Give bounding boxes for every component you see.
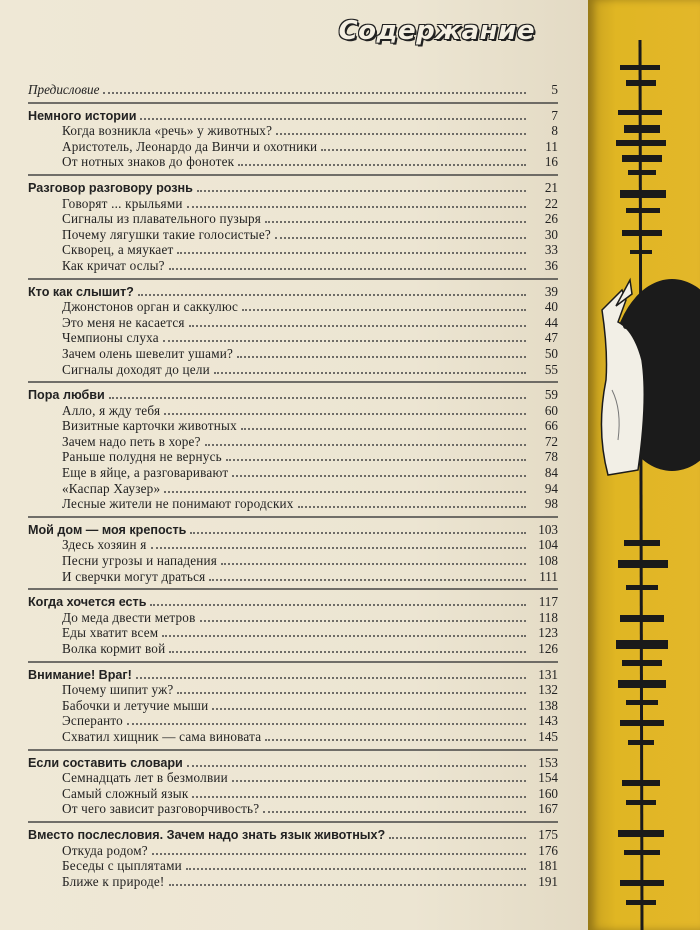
chapter-entry — [28, 522, 558, 538]
dot-leader — [298, 506, 526, 508]
dot-leader — [164, 413, 526, 415]
subchapter-entry-page-number: 176 — [538, 842, 558, 858]
subchapter-entry-label: Как кричат ослы? — [62, 257, 165, 273]
subchapter-entry-page-number: 118 — [538, 609, 558, 625]
subchapter-entry-page-number: 50 — [544, 345, 558, 361]
chapter-entry-page-number: 103 — [538, 521, 558, 537]
subchapter-entry-page-number: 143 — [538, 713, 558, 729]
subchapter-entry-page-number: 126 — [538, 641, 558, 656]
dot-leader — [205, 444, 526, 446]
subchapter-entry — [28, 242, 558, 258]
dot-leader — [140, 118, 526, 120]
subchapter-entry-label: Лесные жители не понимают городских — [62, 496, 294, 512]
subchapter-entry-page-number: 22 — [544, 195, 558, 211]
subchapter-entry — [28, 770, 558, 786]
subchapter-entry-page-number: 36 — [544, 257, 558, 273]
subchapter-entry-label: Аристотель, Леонардо да Винчи и охотники — [62, 138, 318, 154]
chapter-entry-label: Когда хочется есть — [28, 595, 147, 610]
subchapter-entry-page-number: 145 — [538, 728, 558, 744]
dot-leader — [232, 475, 526, 477]
chapter-entry — [28, 180, 558, 196]
subchapter-entry — [28, 682, 558, 698]
subchapter-entry — [28, 698, 558, 714]
section-divider — [28, 661, 558, 663]
dot-leader — [164, 491, 526, 493]
subchapter-entry — [28, 713, 558, 729]
subchapter-entry-page-number: 132 — [538, 682, 558, 698]
chapter-entry-label: Внимание! Враг! — [28, 667, 132, 682]
subchapter-entry — [28, 196, 558, 212]
chapter-entry-page-number: 131 — [538, 666, 558, 682]
chapter-entry-label: Пора любви — [28, 388, 105, 403]
dot-leader — [389, 837, 526, 839]
subchapter-entry-label: Визитные карточки животных — [62, 418, 237, 434]
subchapter-entry-label: «Каспар Хаузер» — [62, 480, 161, 496]
subchapter-entry-page-number: 66 — [544, 418, 558, 434]
chapter-entry-page-number: 153 — [538, 754, 558, 770]
dot-leader — [197, 190, 526, 192]
chapter-entry-label: Немного истории — [28, 108, 137, 123]
subchapter-entry-page-number: 40 — [544, 299, 558, 315]
dot-leader — [136, 677, 526, 679]
subchapter-entry — [28, 362, 558, 378]
subchapter-entry-label: Говорят ... крыльями — [62, 195, 183, 211]
subchapter-entry-label: Откуда родом? — [62, 842, 148, 858]
sound-wire-illustration — [600, 40, 680, 930]
dot-leader — [103, 92, 526, 94]
subchapter-entry-page-number: 111 — [539, 568, 558, 584]
subchapter-entry-label: От нотных знаков до фонотек — [62, 154, 235, 170]
dot-leader — [275, 237, 526, 239]
chapter-entry-page-number: 7 — [551, 107, 558, 123]
subchapter-entry — [28, 465, 558, 481]
dot-leader — [265, 221, 526, 223]
subchapter-entry-page-number: 167 — [538, 801, 558, 817]
dot-leader — [186, 868, 526, 870]
subchapter-entry — [28, 258, 558, 274]
contents-heading-container — [338, 14, 545, 52]
dot-leader — [263, 811, 526, 813]
chapter-entry — [28, 755, 558, 771]
chapter-entry — [28, 108, 558, 124]
section-divider — [28, 381, 558, 383]
chapter-entry — [28, 387, 558, 403]
subchapter-entry — [28, 346, 558, 362]
chapter-entry-page-number: 117 — [538, 594, 558, 610]
dot-leader — [152, 853, 526, 855]
dot-leader — [242, 309, 526, 311]
subchapter-entry — [28, 610, 558, 626]
subchapter-entry-page-number: 60 — [544, 402, 558, 418]
subchapter-entry-page-number: 44 — [544, 314, 558, 330]
dot-leader — [212, 708, 526, 710]
subchapter-entry-page-number: 11 — [545, 138, 558, 154]
subchapter-entry-page-number: 191 — [538, 873, 558, 889]
dot-leader — [238, 164, 526, 166]
subchapter-entry — [28, 211, 558, 227]
dot-leader — [169, 268, 526, 270]
subchapter-entry-label: Когда возникла «речь» у животных? — [62, 123, 273, 139]
dot-leader — [221, 563, 526, 565]
subchapter-entry-label: Бабочки и летучие мыши — [62, 697, 209, 713]
chapter-entry-page-number: 59 — [544, 387, 558, 403]
section-divider — [28, 516, 558, 518]
subchapter-entry-label: Зачем олень шевелит ушами? — [62, 345, 234, 361]
dot-leader — [192, 796, 526, 798]
chapter-entry-page-number: 175 — [538, 826, 558, 842]
dot-leader — [187, 765, 526, 767]
subchapter-entry — [28, 418, 558, 434]
bird-illustration — [582, 270, 700, 480]
subchapter-entry-page-number: 123 — [538, 625, 558, 641]
dot-leader — [232, 780, 526, 782]
subchapter-entry — [28, 123, 558, 139]
subchapter-entry-page-number: 104 — [538, 537, 558, 553]
subchapter-entry-label: Беседы с цыплятами — [62, 858, 182, 874]
chapter-entry — [28, 284, 558, 300]
subchapter-entry — [28, 874, 558, 890]
subchapter-entry — [28, 858, 558, 874]
chapter-entry — [28, 594, 558, 610]
subchapter-entry-label: Волка кормит вой — [62, 641, 166, 656]
subchapter-entry — [28, 299, 558, 315]
subchapter-entry — [28, 403, 558, 419]
chapter-entry-page-number: 39 — [544, 283, 558, 299]
subchapter-entry-label: До меда двести метров — [62, 609, 196, 625]
chapter-entry-label: Разговор разговору рознь — [28, 180, 193, 195]
subchapter-entry-page-number: 8 — [551, 123, 558, 139]
section-divider — [28, 588, 558, 590]
subchapter-entry-label: Чемпионы слуха — [62, 330, 159, 346]
dot-leader — [177, 692, 526, 694]
dot-leader — [169, 651, 526, 653]
subchapter-entry-label: Это меня не касается — [62, 314, 185, 330]
dot-leader — [241, 428, 526, 430]
dot-leader — [177, 252, 526, 254]
subchapter-entry — [28, 729, 558, 745]
dot-leader — [151, 547, 526, 549]
subchapter-entry-label: И сверчки могут драться — [62, 568, 206, 584]
subchapter-entry-label: Сигналы из плавательного пузыря — [62, 211, 262, 227]
chapter-entry-label: Если составить словари — [28, 755, 183, 770]
table-of-contents — [28, 82, 558, 889]
subchapter-entry-page-number: 26 — [544, 211, 558, 227]
subchapter-entry — [28, 496, 558, 512]
subchapter-entry-page-number: 138 — [538, 697, 558, 713]
subchapter-entry-page-number: 78 — [544, 449, 558, 465]
subchapter-entry-label: Еды хватит всем — [62, 625, 159, 641]
subchapter-entry — [28, 481, 558, 497]
subchapter-entry-page-number: 154 — [538, 770, 558, 786]
subchapter-entry — [28, 801, 558, 817]
dot-leader — [189, 325, 526, 327]
section-divider — [28, 102, 558, 104]
dot-leader — [127, 723, 526, 725]
preface-entry-page-number: 5 — [551, 82, 558, 97]
subchapter-entry-label: Здесь хозяин я — [62, 537, 147, 553]
subchapter-entry-label: Скворец, а мяукает — [62, 242, 174, 258]
section-divider — [28, 278, 558, 280]
subchapter-entry-label: Семнадцать лет в безмолвии — [62, 770, 228, 786]
dot-leader — [200, 620, 526, 622]
subchapter-entry-label: Схватил хищник — сама виновата — [62, 728, 262, 744]
chapter-entry-page-number: 21 — [544, 179, 558, 195]
subchapter-entry — [28, 449, 558, 465]
subchapter-entry-label: Зачем надо петь в хоре? — [62, 433, 201, 449]
subchapter-entry-page-number: 181 — [538, 858, 558, 874]
dot-leader — [138, 294, 526, 296]
preface-entry — [28, 82, 558, 98]
subchapter-entry — [28, 843, 558, 859]
subchapter-entry-page-number: 72 — [544, 433, 558, 449]
subchapter-entry — [28, 641, 558, 657]
dot-leader — [276, 133, 526, 135]
preface-entry-label: Предисловие — [28, 82, 100, 97]
chapter-entry — [28, 667, 558, 683]
dot-leader — [150, 604, 526, 606]
subchapter-entry — [28, 434, 558, 450]
subchapter-entry-label: Ближе к природе! — [62, 873, 165, 889]
dot-leader — [109, 397, 526, 399]
dot-leader — [209, 579, 526, 581]
subchapter-entry-page-number: 108 — [538, 553, 558, 569]
subchapter-entry-label: Эсперанто — [62, 713, 123, 729]
subchapter-entry — [28, 625, 558, 641]
subchapter-entry-page-number: 16 — [544, 154, 558, 170]
subchapter-entry-label: Джонстонов орган и саккулюс — [62, 299, 238, 315]
subchapter-entry-page-number: 160 — [538, 785, 558, 801]
subchapter-entry-page-number: 30 — [544, 226, 558, 242]
subchapter-entry — [28, 553, 558, 569]
subchapter-entry-label: Песни угрозы и нападения — [62, 553, 218, 569]
subchapter-entry-label: Сигналы доходят до цели — [62, 361, 210, 377]
subchapter-entry-page-number: 94 — [544, 480, 558, 496]
subchapter-entry — [28, 139, 558, 155]
subchapter-entry — [28, 227, 558, 243]
dot-leader — [190, 532, 526, 534]
subchapter-entry-label: Почему лягушки такие голосистые? — [62, 226, 271, 242]
subchapter-entry — [28, 537, 558, 553]
dot-leader — [187, 206, 526, 208]
subchapter-entry-page-number: 33 — [544, 242, 558, 258]
subchapter-entry-label: Еще в яйце, а разговаривают — [62, 465, 229, 481]
dot-leader — [214, 372, 526, 374]
subchapter-entry-label: Почему шипит уж? — [62, 682, 174, 698]
subchapter-entry — [28, 786, 558, 802]
subchapter-entry — [28, 330, 558, 346]
section-divider — [28, 749, 558, 751]
dot-leader — [226, 459, 526, 461]
subchapter-entry-label: Алло, я жду тебя — [62, 402, 161, 418]
subchapter-entry-page-number: 47 — [544, 330, 558, 346]
chapter-entry — [28, 827, 558, 843]
subchapter-entry-label: Раньше полудня не вернусь — [62, 449, 222, 465]
subchapter-entry-page-number: 55 — [544, 361, 558, 377]
dot-leader — [265, 739, 526, 741]
subchapter-entry-label: Самый сложный язык — [62, 785, 189, 801]
subchapter-entry-label: От чего зависит разговорчивость? — [62, 801, 260, 817]
dot-leader — [162, 635, 526, 637]
dot-leader — [169, 884, 527, 886]
subchapter-entry — [28, 315, 558, 331]
dot-leader — [321, 149, 526, 151]
section-divider — [28, 174, 558, 176]
chapter-entry-label: Вместо послесловия. Зачем надо знать язык животных? — [28, 827, 386, 842]
contents-heading: Содержание — [338, 16, 535, 46]
subchapter-entry-page-number: 84 — [544, 465, 558, 481]
chapter-entry-label: Мой дом — моя крепость — [28, 522, 187, 537]
subchapter-entry — [28, 569, 558, 585]
section-divider — [28, 821, 558, 823]
dot-leader — [237, 356, 526, 358]
dot-leader — [163, 340, 526, 342]
subchapter-entry — [28, 154, 558, 170]
subchapter-entry-page-number: 98 — [544, 496, 558, 512]
chapter-entry-label: Кто как слышит? — [28, 284, 134, 299]
